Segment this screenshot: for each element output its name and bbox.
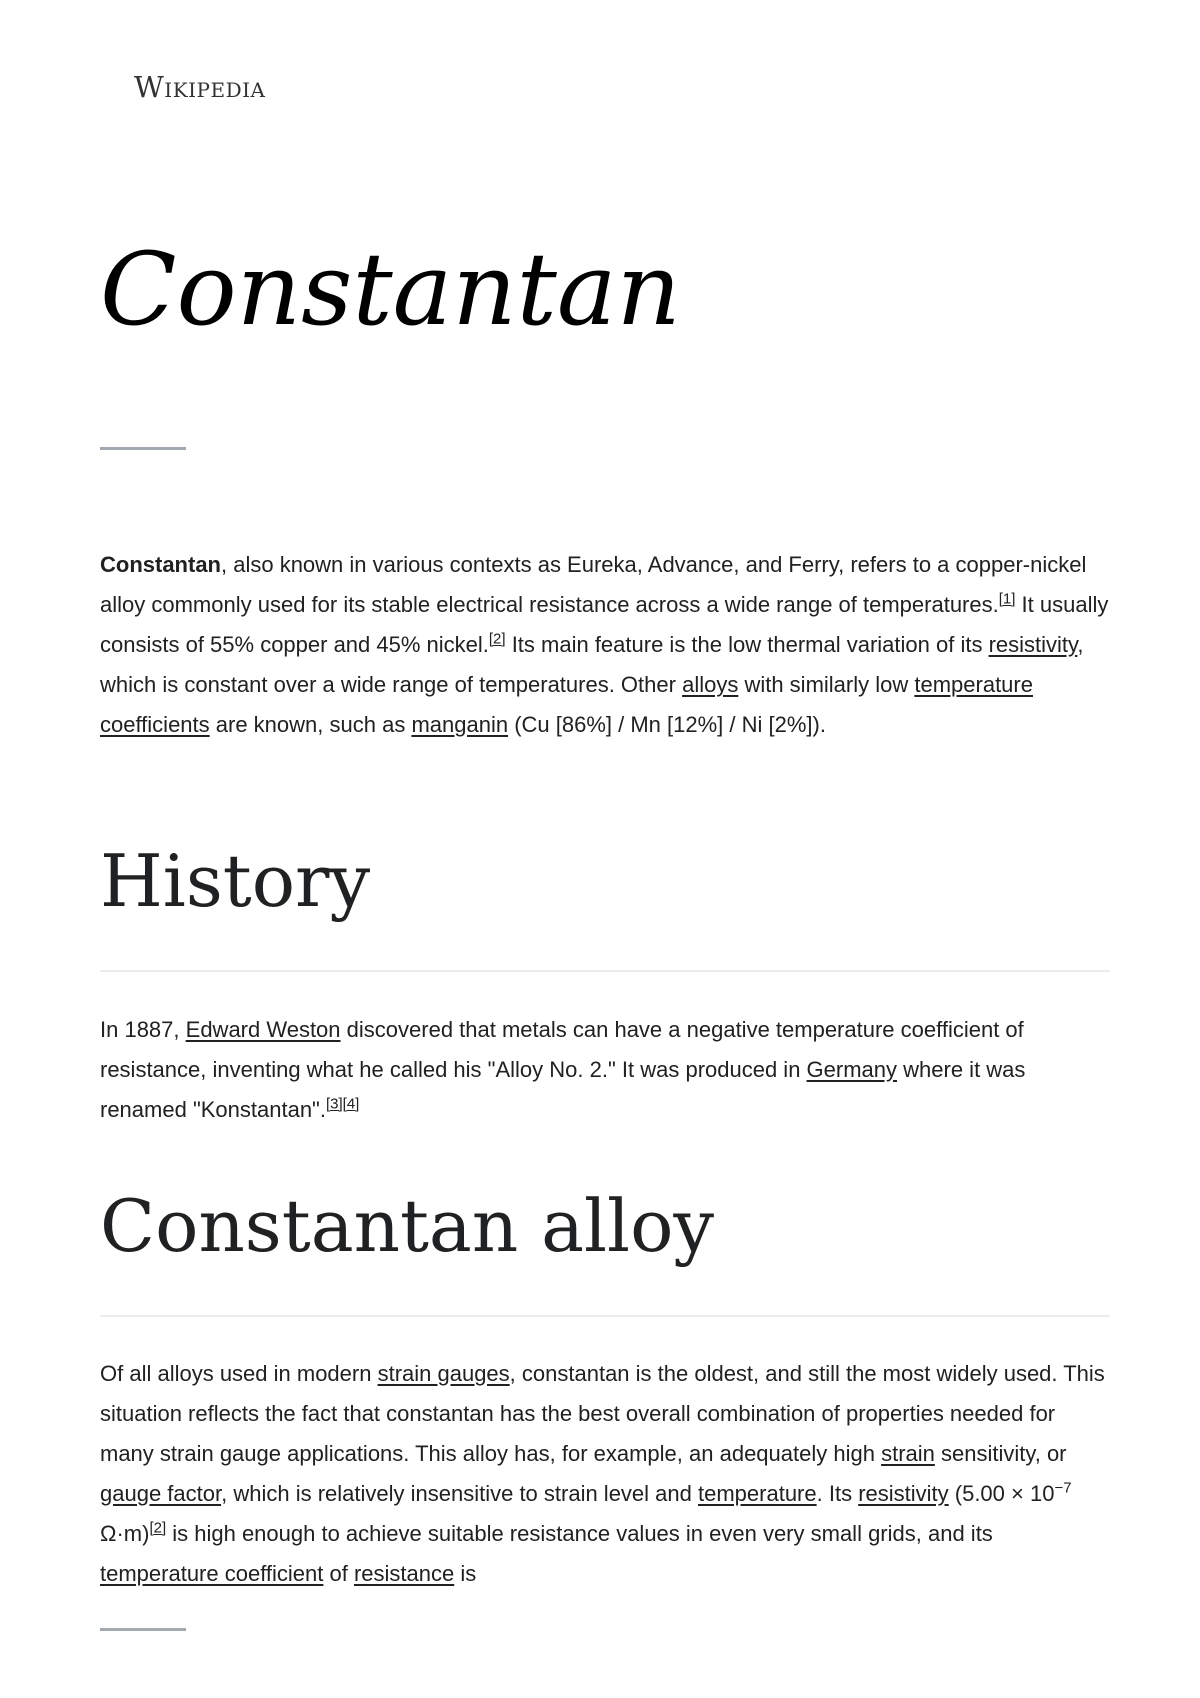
history-divider [100, 970, 1110, 972]
link-temperature-coefficient[interactable]: temperature coefficient [100, 1561, 324, 1586]
text: where it was renamed "Konstantan". [100, 1057, 1026, 1122]
reference-link[interactable]: [4] [342, 1095, 360, 1113]
link-resistance[interactable]: resistance [353, 1561, 455, 1586]
link-alloys[interactable]: alloys [682, 672, 739, 697]
text: with similarly low [738, 672, 915, 697]
link-resistivity[interactable]: resistivity [988, 632, 1078, 657]
history-heading: History [100, 839, 371, 923]
link-manganin[interactable]: manganin [411, 712, 509, 737]
text: . Its [816, 1481, 859, 1506]
constantan-alloy-heading: Constantan alloy [100, 1184, 715, 1268]
reference-link[interactable]: [2] [488, 630, 506, 648]
text: Its main feature is the low thermal variation of its [505, 632, 989, 657]
link-resistivity[interactable]: resistivity [858, 1481, 949, 1506]
wikipedia-logo[interactable]: Wikipedia [134, 70, 266, 104]
link-gauge-factor[interactable]: gauge factor [100, 1481, 222, 1506]
reference-3 [326, 1096, 343, 1113]
title-divider [100, 447, 186, 450]
text: is high enough to achieve suitable resistance values in even very small grids, and its [166, 1521, 993, 1546]
text: , which is constant over a wide range of temperatures. Other [100, 632, 1084, 697]
reference-link[interactable]: [2] [149, 1519, 167, 1537]
reference-2 [149, 1520, 166, 1537]
text: Ω·m) [100, 1521, 150, 1546]
exponent: −7 [1054, 1479, 1072, 1497]
link-edward-weston[interactable]: Edward Weston [185, 1017, 341, 1042]
reference-link[interactable]: [3] [325, 1095, 343, 1113]
text: is [454, 1561, 477, 1586]
intro-paragraph [100, 545, 1110, 745]
page-footer-divider [100, 1628, 186, 1631]
link-strain-gauges[interactable]: strain gauges [377, 1361, 510, 1386]
link-germany[interactable]: Germany [806, 1057, 898, 1082]
text: (Cu [86%] / Mn [12%] / Ni [2%]). [508, 712, 826, 737]
text: sensitivity, or [934, 1441, 1067, 1466]
text: Of all alloys used in modern [100, 1361, 378, 1386]
alloy-paragraph [100, 1354, 1110, 1594]
text: of [323, 1561, 354, 1586]
text: In 1887, [100, 1017, 186, 1042]
reference-link[interactable]: [1] [998, 590, 1016, 608]
alloy-divider [100, 1315, 1110, 1317]
page-title: Constantan [100, 231, 681, 348]
reference-1 [999, 591, 1016, 608]
text: discovered that metals can have a negative temperature coefficient of resistance, inventing what he called his "Alloy No. 2." It was produced in [100, 1017, 1024, 1082]
text: are known, such as [209, 712, 412, 737]
bold-term: Constantan [100, 552, 221, 577]
text: , which is relatively insensitive to strain level and [221, 1481, 698, 1506]
link-temperature[interactable]: temperature [698, 1481, 817, 1506]
link-strain[interactable]: strain [881, 1441, 935, 1466]
link-temperature-coefficients[interactable]: temperature coefficients [100, 672, 1033, 737]
text: It usually consists of 55% copper and 45% nickel. [100, 592, 1109, 657]
reference-2 [489, 631, 506, 648]
text: (5.00 × 10 [948, 1481, 1055, 1506]
text: , constantan is the oldest, and still the most widely used. This situation reflects the fact that constantan has the best overall combination of properties needed for many strain gauge applications. This alloy has, for example, an adequately high [100, 1361, 1105, 1466]
reference-4 [343, 1096, 360, 1113]
history-paragraph [100, 1010, 1110, 1130]
text: , also known in various contexts as Eureka, Advance, and Ferry, refers to a copper-nickel alloy commonly used for its stable electrical resistance across a wide range of temperatures. [100, 552, 1087, 617]
